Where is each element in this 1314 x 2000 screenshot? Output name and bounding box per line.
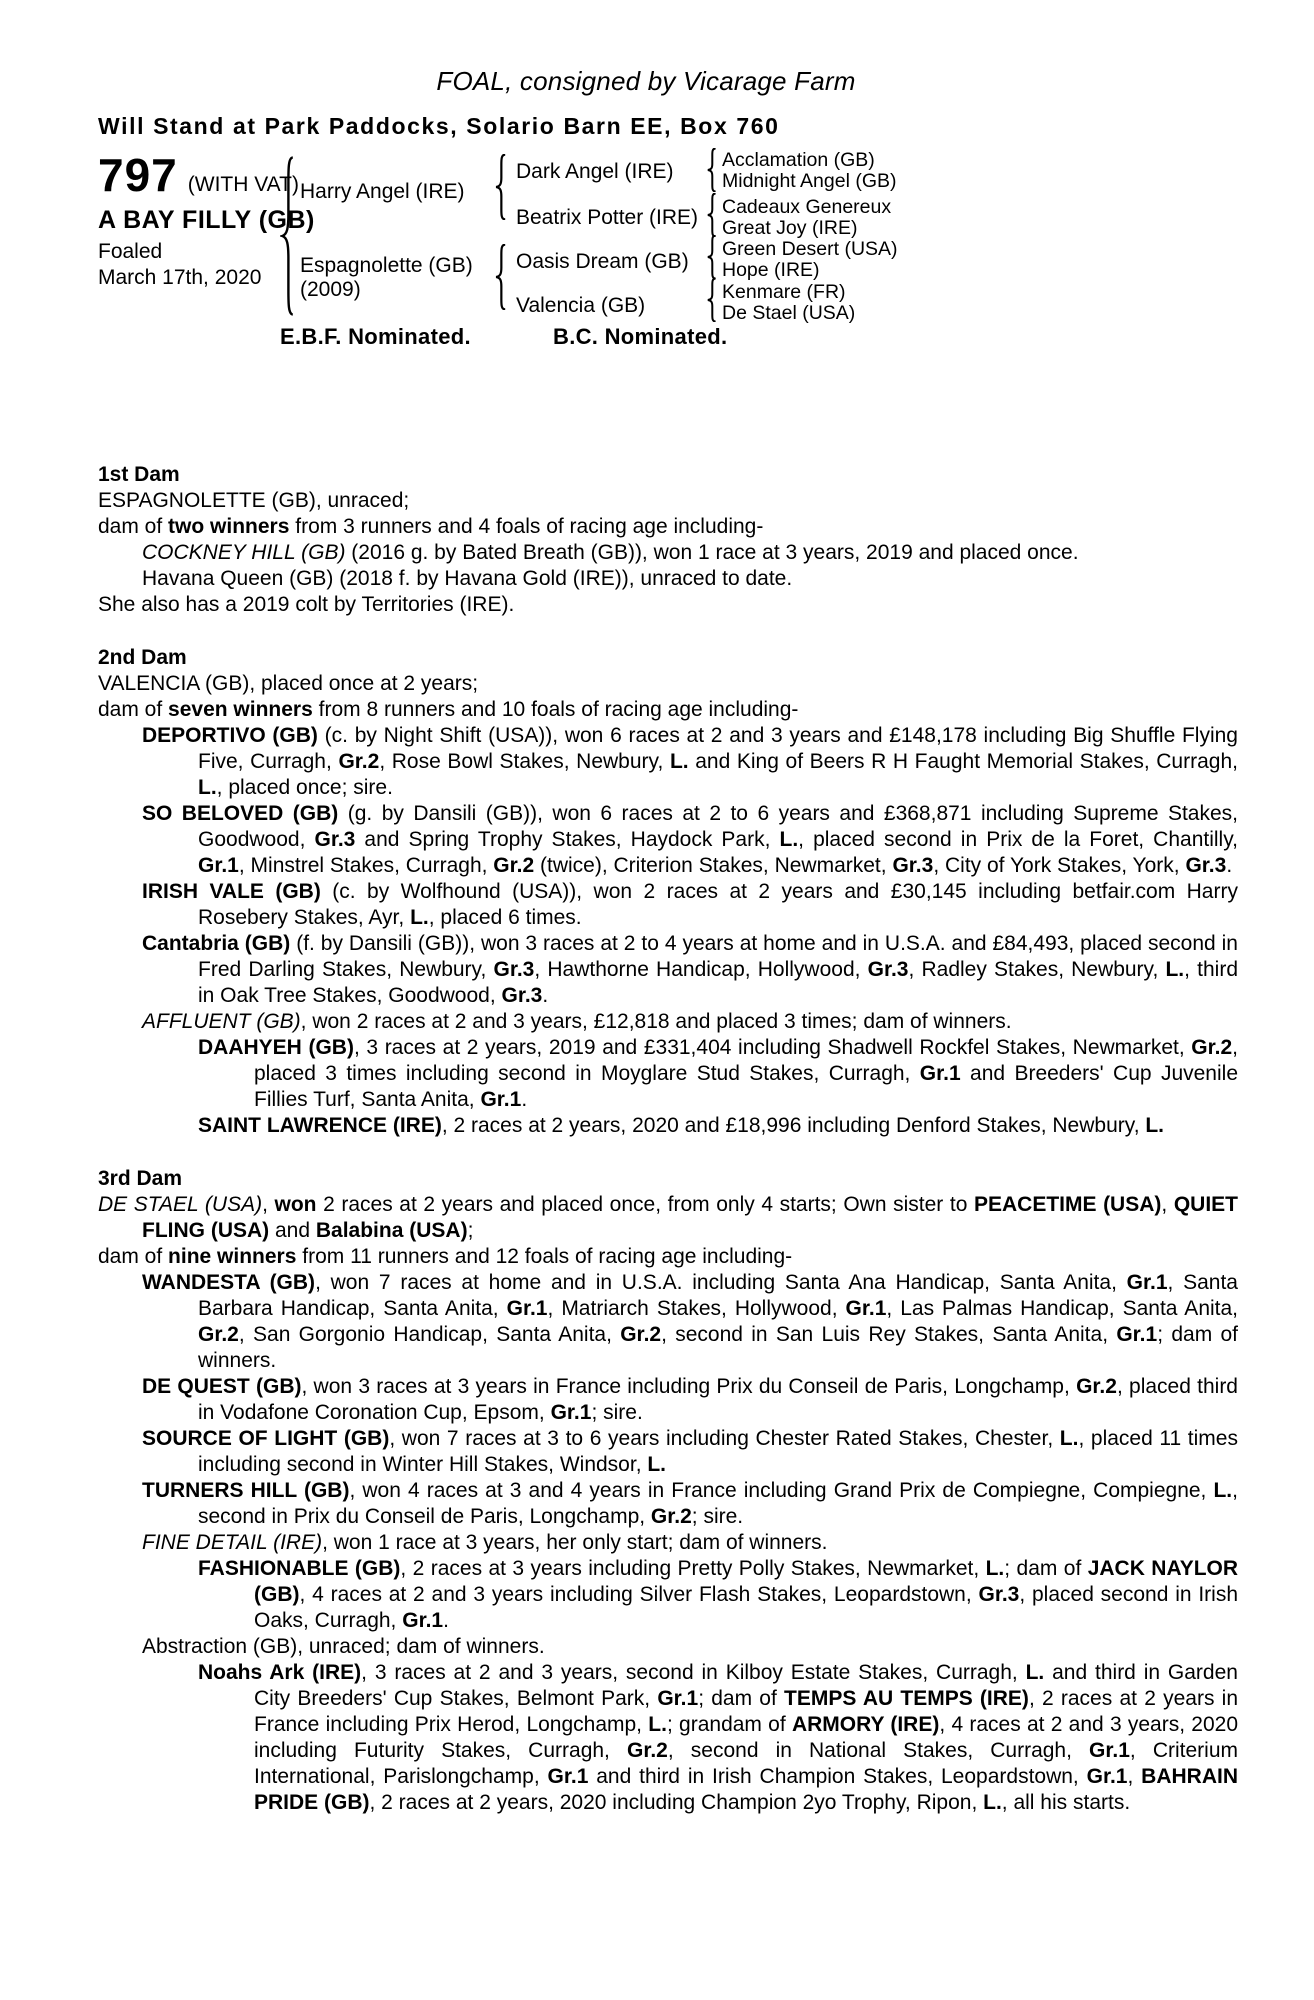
gen3-name: Green Desert (USA) <box>722 238 898 260</box>
gen3-name: Acclamation (GB) <box>722 149 875 171</box>
pedigree-tree <box>98 148 1238 360</box>
brace-icon <box>494 244 508 310</box>
text-segment: ; dam of <box>698 1687 785 1710</box>
text-segment: Gr.2 <box>1191 1036 1233 1059</box>
text-segment: WANDESTA (GB) <box>142 1271 316 1294</box>
text-segment: , 2 races at 2 years in France including Prix Herod, Longchamp, <box>254 1687 1239 1736</box>
text-segment: PEACETIME (USA) <box>973 1193 1162 1216</box>
pedigree-paragraph <box>98 514 1238 540</box>
text-segment: , third in Oak Tree Stakes, Goodwood, <box>198 958 1238 1007</box>
text-segment: (twice), Criterion Stakes, Newmarket, <box>534 854 893 877</box>
sire-sire-name: Dark Angel (IRE) <box>516 160 674 183</box>
text-segment: Gr.2 <box>620 1323 662 1346</box>
pedigree-paragraph <box>98 1192 1238 1244</box>
text-segment: , City of York Stakes, York, <box>933 854 1186 877</box>
gen3-name: Cadeaux Genereux <box>722 196 892 218</box>
foaled-label: Foaled <box>98 240 163 263</box>
text-segment: She also has a 2019 colt by Territories (IRE). <box>98 593 515 616</box>
text-segment: Cantabria (GB) <box>142 932 291 955</box>
text-segment: L. <box>410 906 429 929</box>
text-segment: (c. by Wolfhound (USA)), won 2 races at 2 years and £30,145 including betfair.com Harry Rosebery Stakes, Ayr, <box>198 880 1238 929</box>
text-segment: , won 3 races at 3 years in France including Prix du Conseil de Paris, Longchamp, <box>301 1375 1077 1398</box>
lot-line <box>98 148 299 202</box>
vat-note: (WITH VAT) <box>187 173 299 196</box>
section-heading: 3rd Dam <box>98 1167 183 1190</box>
text-segment: , won 7 races at 3 to 6 years including Chester Rated Stakes, Chester, <box>389 1427 1060 1450</box>
text-segment: , Hawthorne Handicap, Hollywood, <box>534 958 868 981</box>
text-segment: , placed 6 times. <box>428 906 582 929</box>
text-segment: , 2 races at 2 years, 2020 including Champion 2yo Trophy, Ripon, <box>369 1791 984 1814</box>
text-segment: 2 races at 2 years and placed once, from only 4 starts; Own sister to <box>316 1193 974 1216</box>
text-segment: , all his starts. <box>1001 1791 1131 1814</box>
text-segment: , placed second in Prix de la Foret, Chantilly, <box>798 828 1238 851</box>
text-segment: Gr.1 <box>198 854 239 877</box>
text-segment: , 4 races at 2 and 3 years, 2020 including Futurity Stakes, Curragh, <box>254 1713 1239 1762</box>
text-segment: and Spring Trophy Stakes, Haydock Park, <box>355 828 780 851</box>
brace-icon <box>706 148 718 192</box>
pedigree-paragraph <box>98 801 1238 879</box>
text-segment: , second in National Stakes, Curragh, <box>667 1739 1090 1762</box>
text-segment: , Minstrel Stakes, Curragh, <box>238 854 494 877</box>
text-segment: FASHIONABLE (GB) <box>198 1557 401 1580</box>
consignor-title: FOAL, consigned by Vicarage Farm <box>436 66 856 96</box>
text-segment: SAINT LAWRENCE (IRE) <box>198 1114 442 1137</box>
text-segment: . <box>443 1609 449 1632</box>
pedigree-paragraph <box>98 1530 1238 1556</box>
text-segment: , 2 races at 2 years, 2020 and £18,996 including Denford Stakes, Newbury, <box>441 1114 1146 1137</box>
text-segment: , <box>1127 1765 1142 1788</box>
gen3-name: Kenmare (FR) <box>722 281 846 303</box>
text-segment: and King of Beers R H Faught Memorial Stakes, Curragh, <box>688 750 1238 773</box>
text-segment: ; dam of <box>1004 1557 1088 1580</box>
text-segment: ; dam of winners. <box>198 1323 1238 1372</box>
section-heading: 2nd Dam <box>98 646 187 669</box>
text-segment: , Criterium International, Parislongchamp, <box>254 1739 1238 1788</box>
text-segment: Gr.1 <box>1089 1739 1130 1762</box>
text-segment: DE QUEST (GB) <box>142 1375 302 1398</box>
page-content <box>98 0 1238 1816</box>
text-segment: IRISH VALE (GB) <box>142 880 321 903</box>
brace-icon <box>706 278 718 322</box>
text-segment: (c. by Night Shift (USA)), won 6 races at 2 and 3 years and £148,178 including Big Shuffle Flying Five, Curragh, <box>198 724 1238 773</box>
text-segment: Gr.1 <box>547 1765 589 1788</box>
pedigree-paragraph <box>98 671 1238 697</box>
text-segment: Gr.3 <box>314 828 356 851</box>
text-segment: JACK NAYLOR (GB) <box>254 1557 1239 1606</box>
text-segment: Gr.3 <box>867 958 909 981</box>
text-segment: , placed 3 times including second in Moyglare Stud Stakes, Curragh, <box>254 1036 1239 1085</box>
pedigree-paragraph <box>98 488 1238 514</box>
text-segment: L. <box>1165 958 1185 981</box>
text-segment: Gr.1 <box>657 1687 699 1710</box>
brace-icon <box>280 156 296 316</box>
dam-name: Espagnolette (GB) <box>300 254 473 277</box>
pedigree-paragraph <box>98 1270 1238 1374</box>
text-segment: and <box>269 1219 316 1242</box>
horse-description: A BAY FILLY (GB) <box>98 206 315 234</box>
text-segment: Gr.2 <box>650 1505 692 1528</box>
text-segment: Gr.1 <box>919 1062 961 1085</box>
text-segment: . <box>1226 854 1233 877</box>
text-segment: , 3 races at 2 years, 2019 and £331,404 including Shadwell Rockfel Stakes, Newmarket, <box>353 1036 1192 1059</box>
text-segment: nine winners <box>168 1245 297 1268</box>
pedigree-paragraph <box>98 540 1238 566</box>
text-segment: Gr.1 <box>550 1401 592 1424</box>
pedigree-paragraph <box>98 1374 1238 1426</box>
pedigree-paragraph <box>98 1556 1238 1634</box>
text-segment: , won 2 races at 2 and 3 years, £12,818 and placed 3 times; dam of winners. <box>300 1010 1012 1033</box>
text-segment: TEMPS AU TEMPS (IRE) <box>784 1687 1029 1710</box>
pedigree-paragraph <box>98 1634 1238 1660</box>
sire-name: Harry Angel (IRE) <box>300 180 465 203</box>
text-segment: , San Gorgonio Handicap, Santa Anita, <box>238 1323 621 1346</box>
text-segment: L. <box>1025 1661 1045 1684</box>
pedigree-paragraph <box>98 697 1238 723</box>
text-segment: Gr.1 <box>402 1609 444 1632</box>
text-segment: seven winners <box>168 698 313 721</box>
text-segment: , placed once; sire. <box>216 776 393 799</box>
text-segment: L. <box>985 1557 1005 1580</box>
text-segment: AFFLUENT (GB) <box>142 1010 301 1033</box>
text-segment: two winners <box>168 515 290 538</box>
brace-icon <box>706 193 718 237</box>
stand-location-line: Will Stand at Park Paddocks, Solario Barn EE, Box 760 <box>98 113 780 139</box>
text-segment: , placed third in Vodafone Coronation Cup, Epsom, <box>198 1375 1238 1424</box>
text-segment: , second in Prix du Conseil de Paris, Longchamp, <box>198 1479 1238 1528</box>
pedigree-paragraph <box>98 1244 1238 1270</box>
text-segment: L. <box>647 1453 667 1476</box>
text-segment: COCKNEY HILL (GB) <box>142 541 346 564</box>
text-segment: VALENCIA (GB), placed once at 2 years; <box>98 672 479 695</box>
pedigree-paragraph <box>98 1478 1238 1530</box>
text-segment: Noahs Ark (IRE) <box>198 1661 362 1684</box>
text-segment: from 3 runners and 4 foals of racing age including- <box>289 515 764 538</box>
pedigree-paragraph <box>98 931 1238 1009</box>
text-segment: , Rose Bowl Stakes, Newbury, <box>379 750 670 773</box>
text-segment: , placed 11 times including second in Winter Hill Stakes, Windsor, <box>198 1427 1238 1476</box>
text-segment: Havana Queen (GB) (2018 f. by Havana Gold (IRE)), unraced to date. <box>142 567 793 590</box>
text-segment: won <box>274 1193 317 1216</box>
text-segment: DE STAEL (USA) <box>98 1193 263 1216</box>
text-segment: Gr.3 <box>892 854 934 877</box>
dam-sections <box>98 462 1238 1816</box>
text-segment: , <box>1161 1193 1174 1216</box>
bc-nominated-note: B.C. Nominated. <box>553 324 728 349</box>
text-segment: dam of <box>98 515 169 538</box>
text-segment: (f. by Dansili (GB)), won 3 races at 2 to 4 years at home and in U.S.A. and £84,493, placed second in Fred Darling Stakes, Newbury, <box>198 932 1238 981</box>
text-segment: L. <box>779 828 799 851</box>
text-segment: ; grandam of <box>666 1713 792 1736</box>
dam-section <box>98 1166 1238 1816</box>
pedigree-paragraph <box>98 566 1238 592</box>
gen3-name: De Stael (USA) <box>722 302 856 324</box>
brace-icon <box>494 154 508 220</box>
gen3-name: Hope (IRE) <box>722 259 820 281</box>
pedigree-paragraph <box>98 1426 1238 1478</box>
pedigree-paragraph <box>98 723 1238 801</box>
text-segment: Gr.1 <box>506 1297 548 1320</box>
text-segment: , won 1 race at 3 years, her only start; dam of winners. <box>322 1531 828 1554</box>
pedigree-paragraph <box>98 1035 1238 1113</box>
text-segment: ARMORY (IRE) <box>791 1713 940 1736</box>
text-segment: Gr.2 <box>1076 1375 1117 1398</box>
text-segment: SO BELOVED (GB) <box>142 802 339 825</box>
text-segment: , second in San Luis Rey Stakes, Santa Anita, <box>661 1323 1117 1346</box>
text-segment: Gr.2 <box>198 1323 239 1346</box>
text-segment: L. <box>198 776 217 799</box>
text-segment: L. <box>1059 1427 1079 1450</box>
brace-icon <box>706 235 718 279</box>
text-segment: ESPAGNOLETTE (GB), unraced; <box>98 489 410 512</box>
dam-section <box>98 645 1238 1139</box>
text-segment: Gr.3 <box>978 1583 1020 1606</box>
text-segment: , Santa Barbara Handicap, Santa Anita, <box>198 1271 1238 1320</box>
text-segment: L. <box>1213 1479 1233 1502</box>
text-segment: Abstraction (GB), unraced; dam of winners. <box>142 1635 545 1658</box>
text-segment: (g. by Dansili (GB)), won 6 races at 2 to 6 years and £368,871 including Supreme Stakes, Goodwood, <box>198 802 1238 851</box>
pedigree-paragraph <box>98 1113 1238 1139</box>
text-segment: ; sire. <box>591 1401 643 1424</box>
text-segment: Gr.2 <box>493 854 535 877</box>
text-segment: and Breeders' Cup Juvenile Fillies Turf, Santa Anita, <box>254 1062 1238 1111</box>
text-segment: and third in Garden City Breeders' Cup Stakes, Belmont Park, <box>254 1661 1238 1710</box>
text-segment: and third in Irish Champion Stakes, Leopardstown, <box>588 1765 1087 1788</box>
text-segment: , Matriarch Stakes, Hollywood, <box>547 1297 846 1320</box>
text-segment: dam of <box>98 698 169 721</box>
text-segment: L. <box>983 1791 1002 1814</box>
text-segment: from 11 runners and 12 foals of racing age including- <box>296 1245 793 1268</box>
text-segment: ; sire. <box>691 1505 744 1528</box>
gen3-name: Great Joy (IRE) <box>722 217 858 239</box>
text-segment: BAHRAIN PRIDE (GB) <box>254 1765 1238 1814</box>
text-segment: , <box>262 1193 275 1216</box>
pedigree-paragraph <box>98 592 1238 618</box>
text-segment: Gr.1 <box>1086 1765 1128 1788</box>
text-segment: , 2 races at 3 years including Pretty Polly Stakes, Newmarket, <box>400 1557 986 1580</box>
pedigree-paragraph <box>98 1660 1238 1816</box>
text-segment: , Radley Stakes, Newbury, <box>908 958 1166 981</box>
text-segment: . <box>521 1088 528 1111</box>
lot-number: 797 <box>98 149 178 201</box>
text-segment: Balabina (USA) <box>315 1219 468 1242</box>
text-segment: L. <box>669 750 689 773</box>
text-segment: Gr.1 <box>480 1088 522 1111</box>
text-segment: . <box>542 984 549 1007</box>
text-segment: DEPORTIVO (GB) <box>142 724 318 747</box>
dam-sire-name: Oasis Dream (GB) <box>516 250 689 273</box>
text-segment: Gr.1 <box>845 1297 887 1320</box>
text-segment: QUIET FLING (USA) <box>142 1193 1238 1242</box>
sire-dam-name: Beatrix Potter (IRE) <box>516 206 699 229</box>
pedigree-paragraph <box>98 879 1238 931</box>
dam-year: (2009) <box>300 278 361 301</box>
text-segment: TURNERS HILL (GB) <box>142 1479 350 1502</box>
text-segment: Gr.3 <box>501 984 543 1007</box>
text-segment: L. <box>648 1713 667 1736</box>
text-segment: , 3 races at 2 and 3 years, second in Kilboy Estate Stakes, Curragh, <box>361 1661 1026 1684</box>
text-segment: DAAHYEH (GB) <box>198 1036 354 1059</box>
text-segment: SOURCE OF LIGHT (GB) <box>142 1427 390 1450</box>
dam-dam-name: Valencia (GB) <box>516 294 646 317</box>
text-segment: ; <box>467 1219 474 1242</box>
section-heading: 1st Dam <box>98 463 180 486</box>
text-segment: Gr.1 <box>1126 1271 1168 1294</box>
ebf-nominated-note: E.B.F. Nominated. <box>280 324 471 349</box>
text-segment: Gr.3 <box>1185 854 1227 877</box>
text-segment: , won 4 races at 3 and 4 years in France including Grand Prix de Compiegne, Compiegne, <box>349 1479 1214 1502</box>
text-segment: , 4 races at 2 and 3 years including Silver Flash Stakes, Leopardstown, <box>299 1583 979 1606</box>
text-segment: Gr.3 <box>493 958 535 981</box>
pedigree-paragraph <box>98 1009 1238 1035</box>
text-segment: Gr.2 <box>626 1739 668 1762</box>
text-segment: from 8 runners and 10 foals of racing age including- <box>312 698 799 721</box>
text-segment: dam of <box>98 1245 169 1268</box>
text-segment: (2016 g. by Bated Breath (GB)), won 1 race at 3 years, 2019 and placed once. <box>345 541 1079 564</box>
text-segment: , Las Palmas Handicap, Santa Anita, <box>886 1297 1239 1320</box>
text-segment: L. <box>1145 1114 1165 1137</box>
text-segment: Gr.2 <box>338 750 380 773</box>
text-segment: , placed second in Irish Oaks, Curragh, <box>254 1583 1238 1632</box>
foaled-date: March 17th, 2020 <box>98 266 262 289</box>
dam-section <box>98 462 1238 618</box>
gen3-name: Midnight Angel (GB) <box>722 170 897 192</box>
text-segment: FINE DETAIL (IRE) <box>142 1531 323 1554</box>
text-segment: Gr.1 <box>1116 1323 1158 1346</box>
text-segment: , won 7 races at home and in U.S.A. including Santa Ana Handicap, Santa Anita, <box>315 1271 1127 1294</box>
